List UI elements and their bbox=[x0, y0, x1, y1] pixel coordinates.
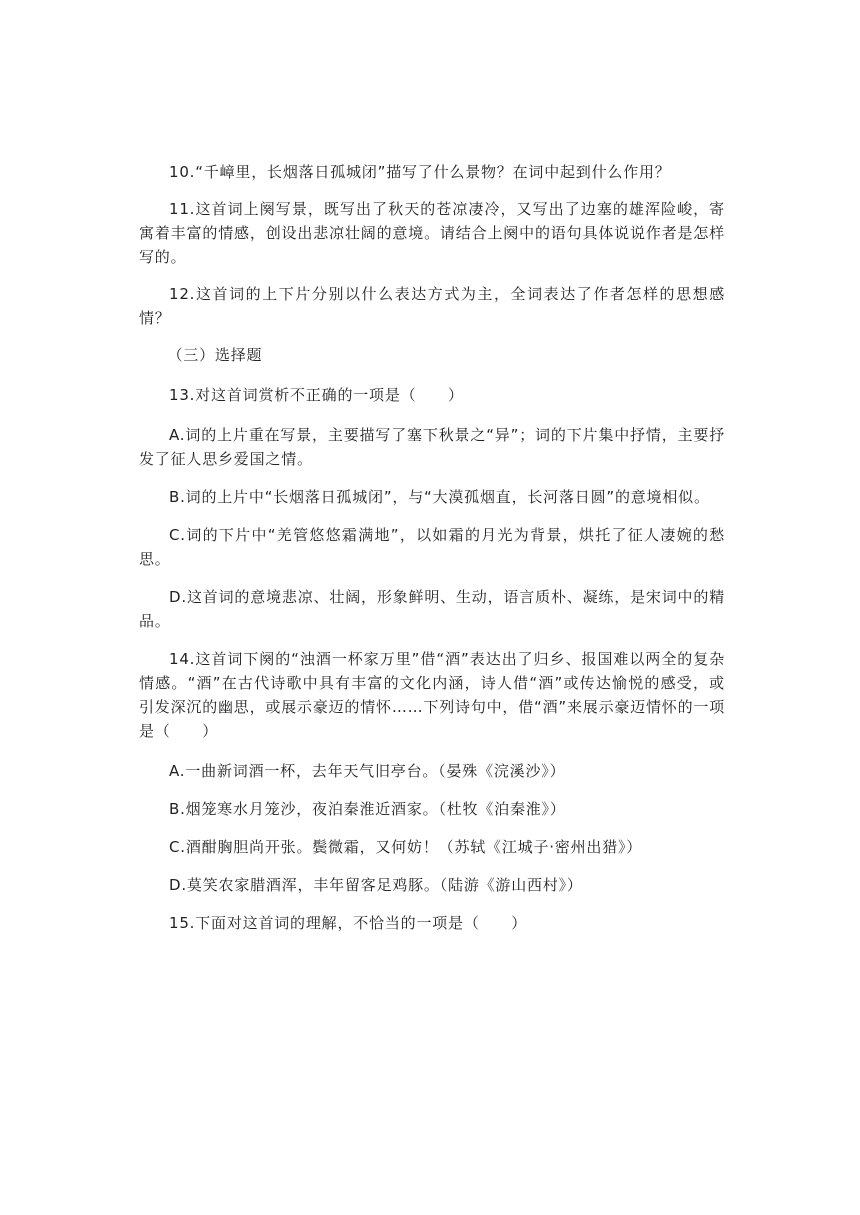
question-14-option-b: B.烟笼寒水月笼沙，夜泊秦淮近酒家。（杜牧《泊秦淮》） bbox=[169, 800, 566, 818]
question-13-option-c: C.词的下片中“羌管悠悠霜满地”，以如霜的月光为背景，烘托了征人凄婉的愁思。 bbox=[139, 526, 725, 568]
question-14-option-c: C.酒酣胸胆尚开张。鬓微霜，又何妨！（苏轼《江城子·密州出猎》） bbox=[169, 838, 643, 856]
question-14: 14.这首词下阕的“浊酒一杯家万里”借“酒”表达出了归乡、报国难以两全的复杂情感。“酒”在古代诗歌中具有丰富的文化内涵，诗人借“酒”或传达愉悦的感受，或引发深沉的幽思，或展示豪迈的情怀……下列诗句中，借“酒”来展示豪迈情怀的一项是（ ） bbox=[139, 650, 725, 740]
question-10: 10.“千嶂里，长烟落日孤城闭”描写了什么景物？在词中起到什么作用？ bbox=[169, 163, 671, 181]
question-13: 13.对这首词赏析不正确的一项是（ ） bbox=[169, 386, 464, 404]
question-13-option-a: A.词的上片重在写景，主要描写了塞下秋景之“异”；词的下片集中抒情，主要抒发了征人思乡爱国之情。 bbox=[139, 426, 725, 468]
question-14-option-a: A.一曲新词酒一杯，去年天气旧亭台。（晏殊《浣溪沙》） bbox=[169, 762, 566, 780]
question-14-option-d: D.莫笑农家腊酒浑，丰年留客足鸡豚。（陆游《游山西村》） bbox=[169, 876, 583, 894]
question-15: 15.下面对这首词的理解，不恰当的一项是（ ） bbox=[169, 914, 528, 932]
question-11: 11.这首词上阕写景，既写出了秋天的苍凉凄冷，又写出了边塞的雄浑险峻，寄寓着丰富的情感，创设出悲凉壮阔的意境。请结合上阕中的语句具体说说作者是怎样写的。 bbox=[139, 200, 725, 266]
document-body bbox=[139, 160, 725, 948]
question-12: 12.这首词的上下片分别以什么表达方式为主，全词表达了作者怎样的思想感情？ bbox=[139, 285, 725, 327]
question-13-option-b: B.词的上片中“长烟落日孤城闭”，与“大漠孤烟直，长河落日圆”的意境相似。 bbox=[169, 488, 710, 506]
section-heading-choice: （三）选择题 bbox=[167, 346, 263, 364]
question-13-option-d: D.这首词的意境悲凉、壮阔，形象鲜明、生动，语言质朴、凝练，是宋词中的精品。 bbox=[139, 588, 725, 630]
